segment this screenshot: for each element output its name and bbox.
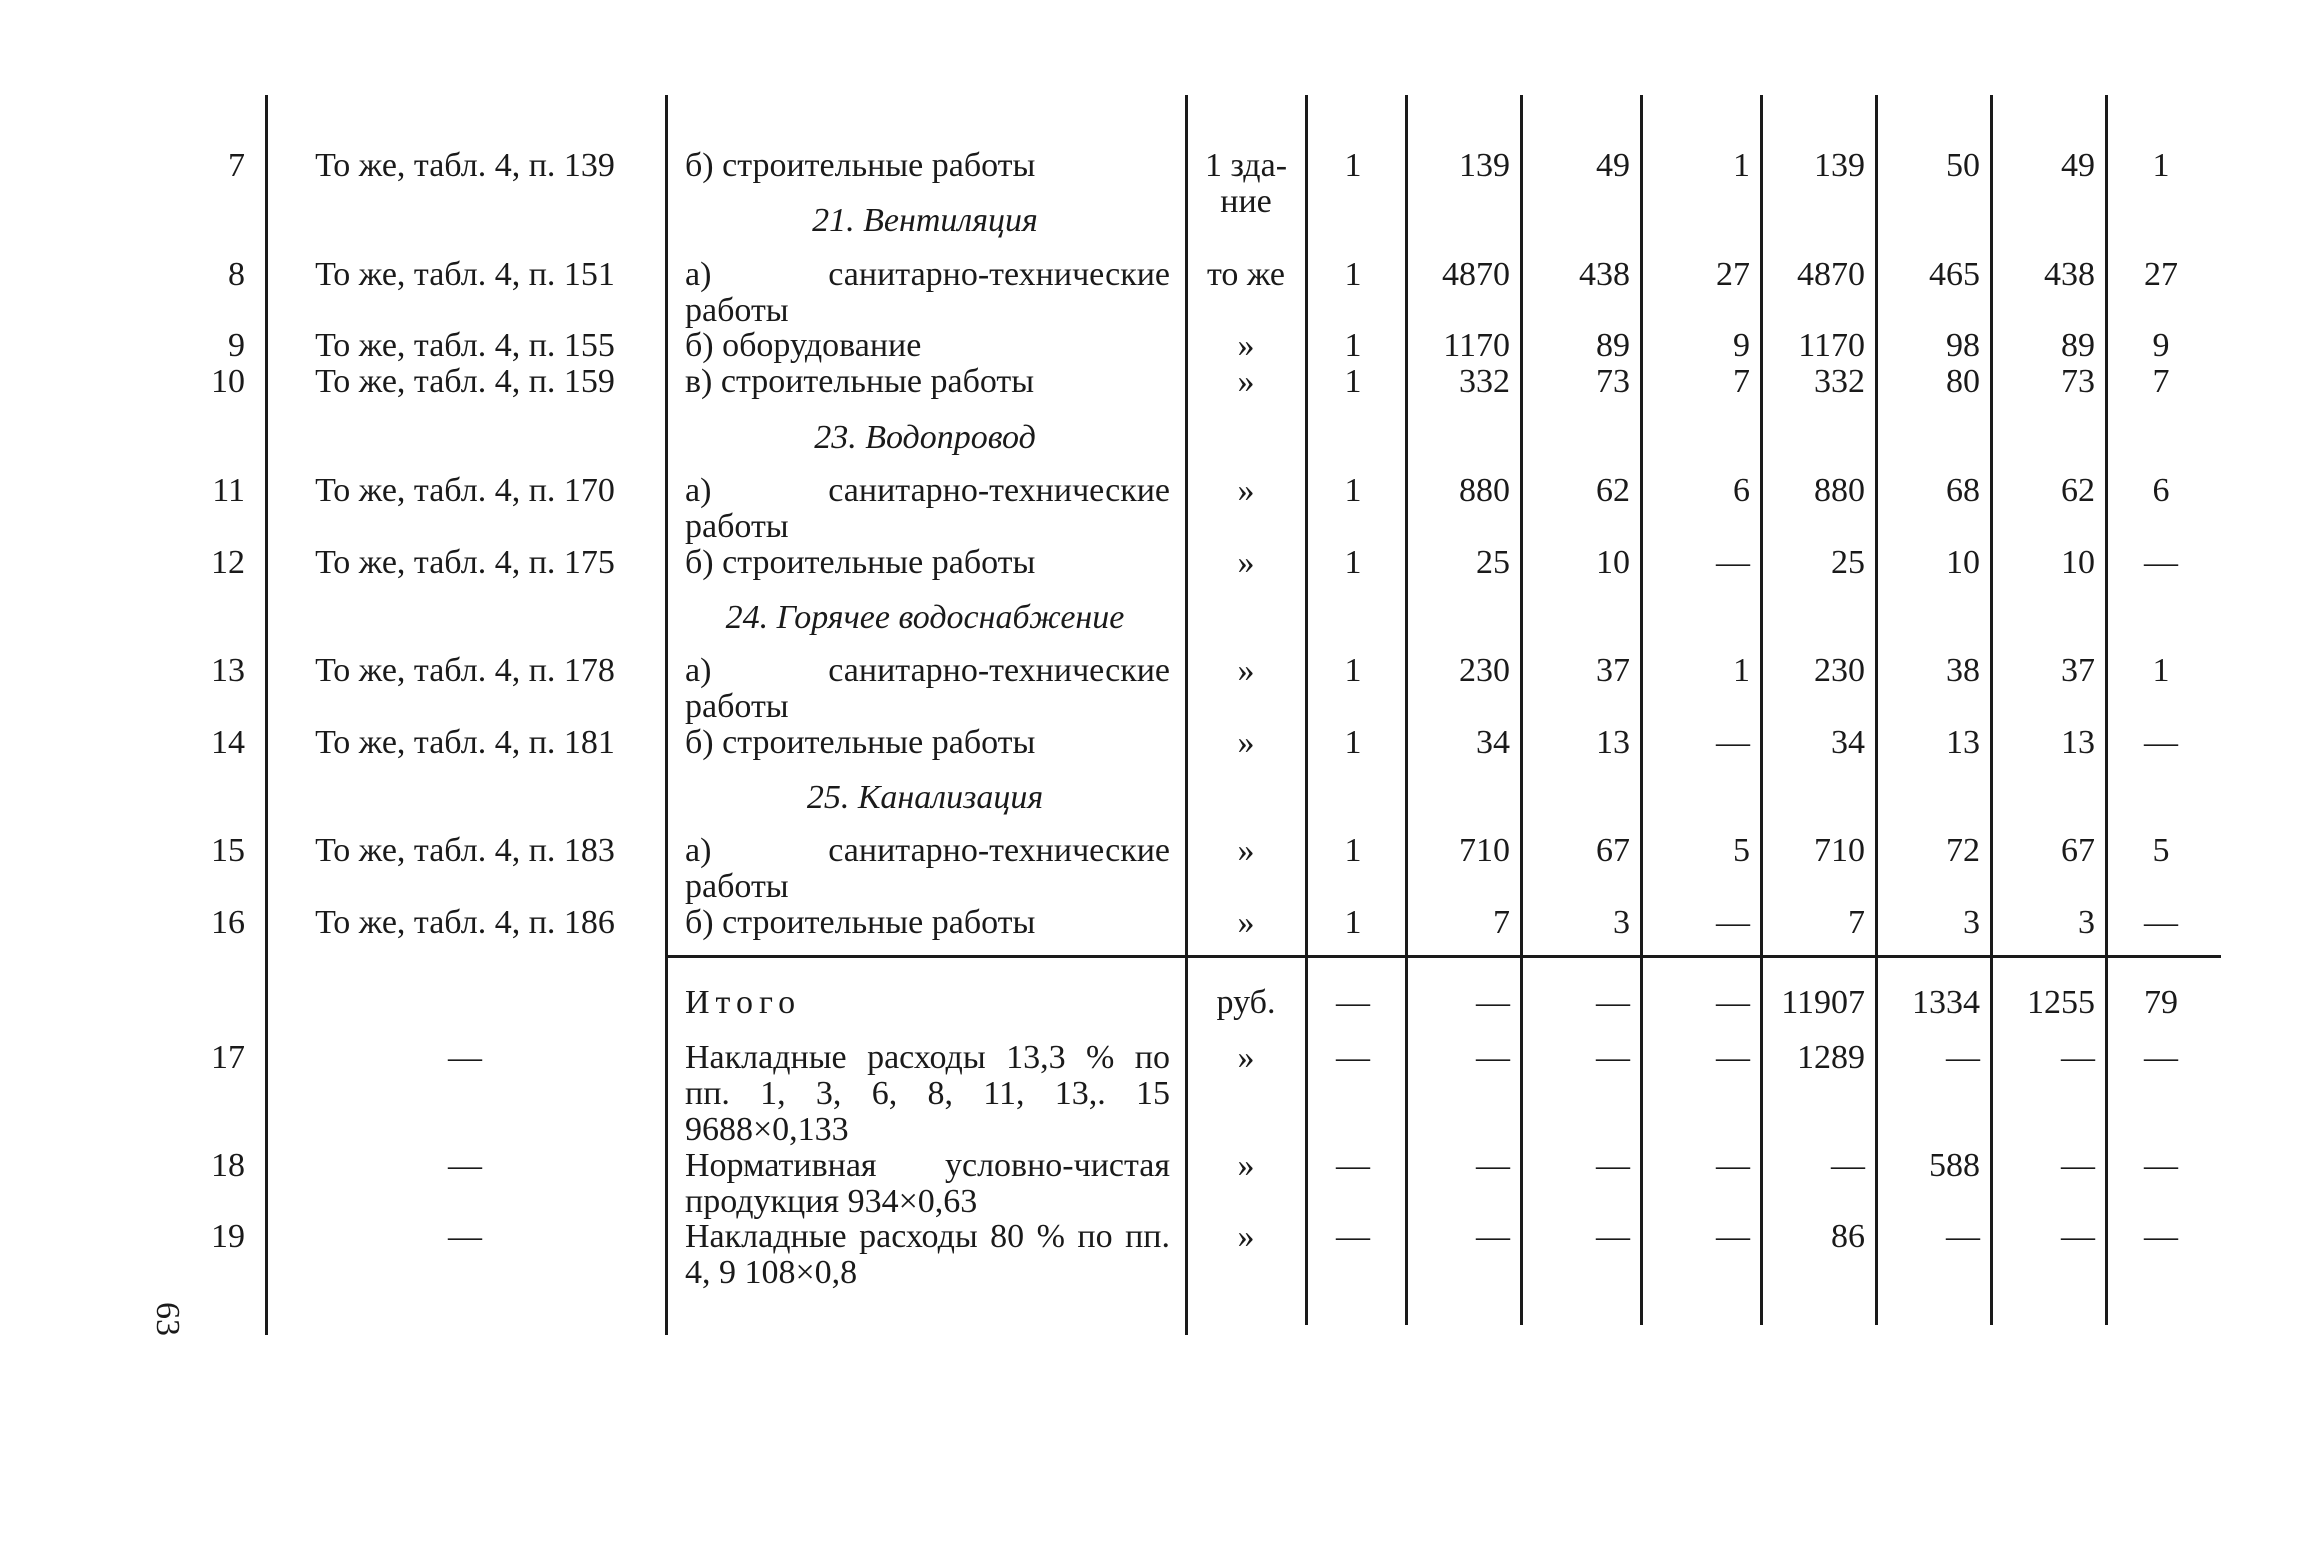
row-description: а) санитарно-технические работы <box>685 472 1170 545</box>
value-cell: 139 <box>1814 147 1865 184</box>
column-rule <box>1875 95 1878 1325</box>
value-cell: — <box>1476 1039 1510 1076</box>
row-description: б) строительные работы <box>685 904 1036 941</box>
total-unit: руб. <box>1216 984 1276 1021</box>
value-cell: — <box>1336 1039 1370 1076</box>
value-cell: 438 <box>2044 256 2095 293</box>
value-cell: 1 <box>1344 724 1362 761</box>
section-header: 21. Вентиляция <box>812 202 1038 239</box>
row-reference: — <box>448 1147 482 1184</box>
value-cell: 332 <box>1814 363 1865 400</box>
value-cell: 465 <box>1929 256 1980 293</box>
row-description: Нормативная условно-чистая продукция 934×0,63 <box>685 1147 1170 1220</box>
value-cell: — <box>1716 1218 1750 1255</box>
column-rule <box>1640 95 1643 1325</box>
value-cell: — <box>2144 904 2178 941</box>
value-cell: 230 <box>1814 652 1865 689</box>
row-description: б) строительные работы <box>685 544 1036 581</box>
column-rule <box>1760 95 1763 1325</box>
row-number: 8 <box>228 256 245 293</box>
value-cell: — <box>1596 1218 1630 1255</box>
total-value: — <box>1716 984 1750 1021</box>
column-rule <box>665 95 668 1335</box>
value-cell: 67 <box>1596 832 1630 869</box>
column-rule <box>265 95 268 1335</box>
value-cell: 332 <box>1459 363 1510 400</box>
value-cell: — <box>1476 1147 1510 1184</box>
row-description: Накладные расходы 80 % по пп. 4, 9 108×0,8 <box>685 1218 1170 1291</box>
value-cell: — <box>1831 1147 1865 1184</box>
value-cell: 438 <box>1579 256 1630 293</box>
row-description: б) строительные работы <box>685 724 1036 761</box>
value-cell: 86 <box>1831 1218 1865 1255</box>
row-description: б) оборудование <box>685 327 922 364</box>
row-unit: » <box>1237 544 1255 581</box>
total-value: 79 <box>2144 984 2178 1021</box>
value-cell: 7 <box>1848 904 1865 941</box>
value-cell: 7 <box>1493 904 1510 941</box>
row-description: Накладные расходы 13,3 % по пп. 1, 3, 6, 8, 11, 13,. 15 9688×0,133 <box>685 1039 1170 1148</box>
column-rule <box>1990 95 1993 1325</box>
section-header: 25. Канализация <box>806 779 1044 816</box>
row-unit: » <box>1237 1218 1255 1255</box>
value-cell: 1 <box>1344 904 1362 941</box>
row-reference: То же, табл. 4, п. 181 <box>315 724 615 761</box>
value-cell: 4870 <box>1442 256 1510 293</box>
value-cell: 710 <box>1459 832 1510 869</box>
value-cell: 1 <box>2152 147 2170 184</box>
value-cell: 4870 <box>1797 256 1865 293</box>
value-cell: — <box>1716 1147 1750 1184</box>
value-cell: 62 <box>1596 472 1630 509</box>
row-number: 10 <box>211 363 245 400</box>
value-cell: — <box>1946 1218 1980 1255</box>
value-cell: 34 <box>1476 724 1510 761</box>
value-cell: — <box>2144 1039 2178 1076</box>
value-cell: 49 <box>2061 147 2095 184</box>
column-rule <box>2105 95 2108 1325</box>
value-cell: 3 <box>1963 904 1980 941</box>
value-cell: 7 <box>2152 363 2170 400</box>
value-cell: 1289 <box>1797 1039 1865 1076</box>
value-cell: — <box>2061 1218 2095 1255</box>
row-description: а) санитарно-технические работы <box>685 832 1170 905</box>
row-unit: » <box>1237 904 1255 941</box>
row-description: в) строительные работы <box>685 363 1035 400</box>
value-cell: 50 <box>1946 147 1980 184</box>
column-rule <box>1305 95 1308 1325</box>
value-cell: — <box>1336 1147 1370 1184</box>
value-cell: 34 <box>1831 724 1865 761</box>
value-cell: 27 <box>2144 256 2178 293</box>
row-unit: » <box>1237 1039 1255 1076</box>
value-cell: — <box>2144 724 2178 761</box>
value-cell: 72 <box>1946 832 1980 869</box>
value-cell: 80 <box>1946 363 1980 400</box>
row-number: 12 <box>211 544 245 581</box>
totals-rule <box>665 955 2221 958</box>
row-reference: То же, табл. 4, п. 151 <box>315 256 615 293</box>
row-number: 18 <box>211 1147 245 1184</box>
row-number: 14 <box>211 724 245 761</box>
total-value: 11907 <box>1781 984 1865 1021</box>
column-rule <box>1185 95 1188 1335</box>
value-cell: 98 <box>1946 327 1980 364</box>
total-value: — <box>1336 984 1370 1021</box>
value-cell: 1 <box>1344 472 1362 509</box>
row-description: а) санитарно-технические работы <box>685 652 1170 725</box>
value-cell: 89 <box>2061 327 2095 364</box>
row-reference: — <box>448 1039 482 1076</box>
value-cell: 1 <box>1344 544 1362 581</box>
value-cell: 67 <box>2061 832 2095 869</box>
value-cell: 880 <box>1814 472 1865 509</box>
value-cell: — <box>1716 544 1750 581</box>
row-reference: — <box>448 1218 482 1255</box>
value-cell: 68 <box>1946 472 1980 509</box>
row-unit: » <box>1237 1147 1255 1184</box>
value-cell: — <box>2144 1218 2178 1255</box>
row-description: а) санитарно-технические работы <box>685 256 1170 329</box>
value-cell: — <box>1716 724 1750 761</box>
row-reference: То же, табл. 4, п. 186 <box>315 904 615 941</box>
row-reference: То же, табл. 4, п. 159 <box>315 363 615 400</box>
row-number: 16 <box>211 904 245 941</box>
value-cell: 73 <box>2061 363 2095 400</box>
value-cell: 1 <box>1344 256 1362 293</box>
row-reference: То же, табл. 4, п. 175 <box>315 544 615 581</box>
value-cell: — <box>1476 1218 1510 1255</box>
value-cell: — <box>1716 1039 1750 1076</box>
value-cell: 13 <box>1946 724 1980 761</box>
total-label: Итого <box>685 984 802 1021</box>
total-value: — <box>1476 984 1510 1021</box>
value-cell: — <box>1946 1039 1980 1076</box>
row-number: 17 <box>211 1039 245 1076</box>
value-cell: — <box>1716 904 1750 941</box>
value-cell: 1 <box>1733 147 1750 184</box>
value-cell: 1 <box>1344 327 1362 364</box>
section-header: 24. Горячее водоснабжение <box>725 599 1125 636</box>
row-reference: То же, табл. 4, п. 139 <box>315 147 615 184</box>
value-cell: 1 <box>1344 652 1362 689</box>
value-cell: 1170 <box>1798 327 1865 364</box>
value-cell: 5 <box>2152 832 2170 869</box>
value-cell: 13 <box>2061 724 2095 761</box>
value-cell: 37 <box>2061 652 2095 689</box>
row-description: б) строительные работы <box>685 147 1036 184</box>
value-cell: 1 <box>1344 363 1362 400</box>
row-unit: 1 зда- <box>1204 147 1288 184</box>
value-cell: 13 <box>1596 724 1630 761</box>
row-number: 15 <box>211 832 245 869</box>
row-reference: То же, табл. 4, п. 155 <box>315 327 615 364</box>
value-cell: 10 <box>1946 544 1980 581</box>
section-header: 23. Водопровод <box>814 419 1036 456</box>
value-cell: 880 <box>1459 472 1510 509</box>
total-value: 1334 <box>1912 984 1980 1021</box>
value-cell: 7 <box>1733 363 1750 400</box>
value-cell: 1 <box>1344 832 1362 869</box>
total-value: 1255 <box>2027 984 2095 1021</box>
value-cell: 73 <box>1596 363 1630 400</box>
row-number: 9 <box>228 327 245 364</box>
value-cell: 89 <box>1596 327 1630 364</box>
value-cell: 710 <box>1814 832 1865 869</box>
value-cell: 230 <box>1459 652 1510 689</box>
row-reference: То же, табл. 4, п. 183 <box>315 832 615 869</box>
value-cell: 62 <box>2061 472 2095 509</box>
row-number: 7 <box>228 147 245 184</box>
value-cell: 3 <box>2078 904 2095 941</box>
value-cell: 38 <box>1946 652 1980 689</box>
column-rule <box>1405 95 1408 1325</box>
value-cell: 5 <box>1733 832 1750 869</box>
row-unit: » <box>1237 472 1255 509</box>
value-cell: 25 <box>1831 544 1865 581</box>
row-unit: » <box>1237 327 1255 364</box>
value-cell: 6 <box>1733 472 1750 509</box>
value-cell: 139 <box>1459 147 1510 184</box>
row-number: 13 <box>211 652 245 689</box>
row-number: 19 <box>211 1218 245 1255</box>
value-cell: 1 <box>1733 652 1750 689</box>
value-cell: — <box>2144 544 2178 581</box>
row-unit: » <box>1237 832 1255 869</box>
value-cell: — <box>1596 1147 1630 1184</box>
value-cell: 27 <box>1716 256 1750 293</box>
value-cell: 588 <box>1929 1147 1980 1184</box>
value-cell: 3 <box>1613 904 1630 941</box>
value-cell: 1170 <box>1443 327 1510 364</box>
row-reference: То же, табл. 4, п. 178 <box>315 652 615 689</box>
page-number: 63 <box>149 1302 186 1336</box>
value-cell: 25 <box>1476 544 1510 581</box>
value-cell: 1 <box>2152 652 2170 689</box>
row-unit: то же <box>1206 256 1286 293</box>
value-cell: — <box>1596 1039 1630 1076</box>
value-cell: — <box>2061 1147 2095 1184</box>
row-unit: » <box>1237 363 1255 400</box>
value-cell: 49 <box>1596 147 1630 184</box>
value-cell: 9 <box>2152 327 2170 364</box>
total-value: — <box>1596 984 1630 1021</box>
value-cell: — <box>2061 1039 2095 1076</box>
value-cell: 37 <box>1596 652 1630 689</box>
row-unit-cont: ние <box>1220 183 1272 220</box>
value-cell: — <box>2144 1147 2178 1184</box>
row-reference: То же, табл. 4, п. 170 <box>315 472 615 509</box>
value-cell: 1 <box>1344 147 1362 184</box>
value-cell: 10 <box>2061 544 2095 581</box>
value-cell: 6 <box>2152 472 2170 509</box>
column-rule <box>1520 95 1523 1325</box>
row-unit: » <box>1237 652 1255 689</box>
value-cell: 10 <box>1596 544 1630 581</box>
value-cell: — <box>1336 1218 1370 1255</box>
value-cell: 9 <box>1733 327 1750 364</box>
row-number: 11 <box>212 472 245 509</box>
row-unit: » <box>1237 724 1255 761</box>
